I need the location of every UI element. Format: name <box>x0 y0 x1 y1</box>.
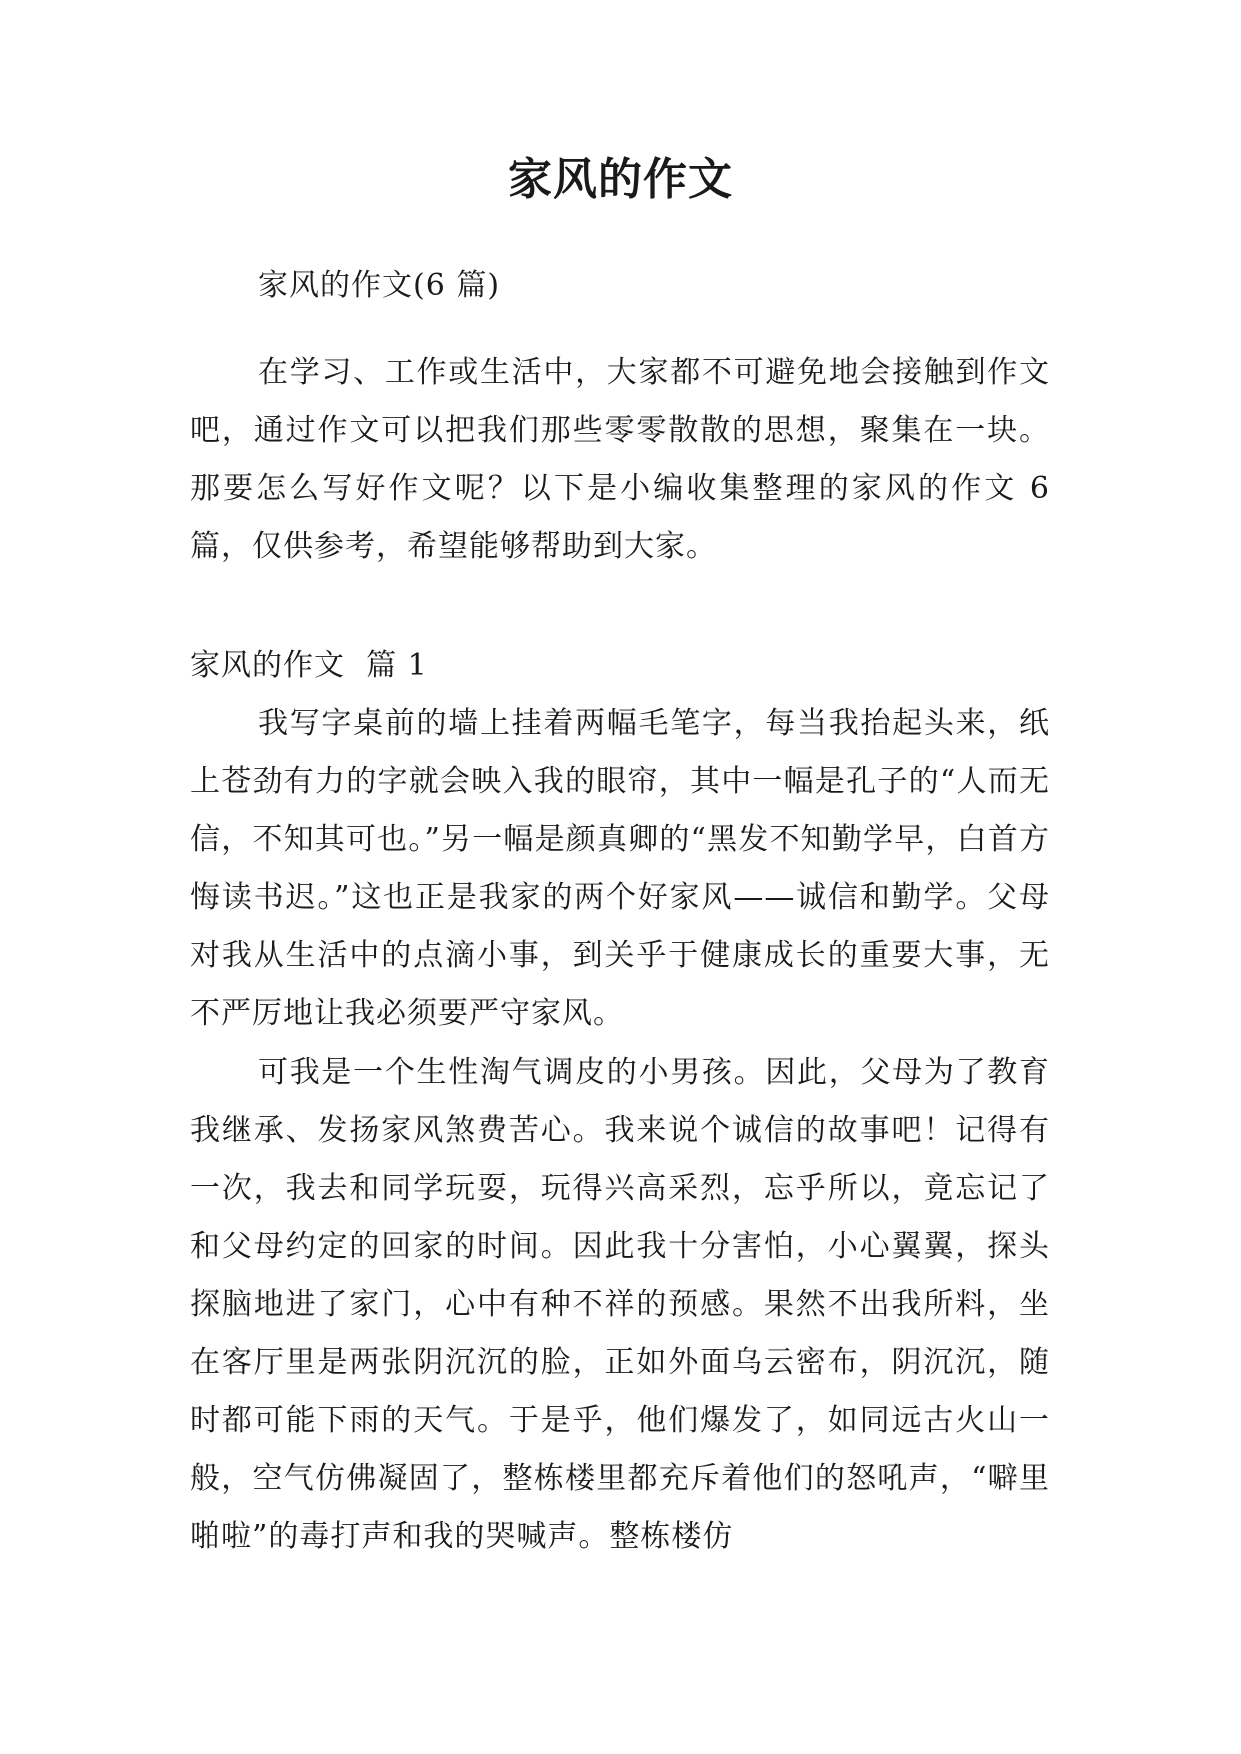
body-paragraph-2: 可我是一个生性淘气调皮的小男孩。因此，父母为了教育我继承、发扬家风煞费苦心。我来说个诚信的故事吧！记得有一次，我去和同学玩耍，玩得兴高采烈，忘乎所以，竟忘记了和父母约定的回家的时间。因此我十分害怕，小心翼翼，探头探脑地进了家门，心中有种不祥的预感。果然不出我所料，坐在客厅里是两张阴沉沉的脸，正如外面乌云密布，阴沉沉，随时都可能下雨的天气。于是乎，他们爆发了，如同远古火山一般，空气仿佛凝固了，整栋楼里都充斥着他们的怒吼声，“噼里啪啦”的毒打声和我的哭喊声。整栋楼仿 <box>190 1055 1050 1554</box>
section-heading: 家风的作文 篇 1 <box>190 648 428 683</box>
document-title: 家风的作文 <box>508 154 733 205</box>
body-paragraph-1: 我写字桌前的墙上挂着两幅毛笔字，每当我抬起头来，纸上苍劲有力的字就会映入我的眼帘，其中一幅是孔子的“人而无信，不知其可也。”另一幅是颜真卿的“黑发不知勤学早，白首方悔读书迟。”这也正是我家的两个好家风——诚信和勤学。父母对我从生活中的点滴小事，到关乎于健康成长的重要大事，无不严厉地让我必须要严守家风。 <box>190 706 1050 1031</box>
intro-paragraph: 在学习、工作或生活中，大家都不可避免地会接触到作文吧，通过作文可以把我们那些零零散散的思想，聚集在一块。那要怎么写好作文呢？以下是小编收集整理的家风的作文 6 篇，仅供参考，希望能够帮助到大家。 <box>190 355 1050 564</box>
document-subtitle: 家风的作文(6 篇) <box>258 268 501 303</box>
